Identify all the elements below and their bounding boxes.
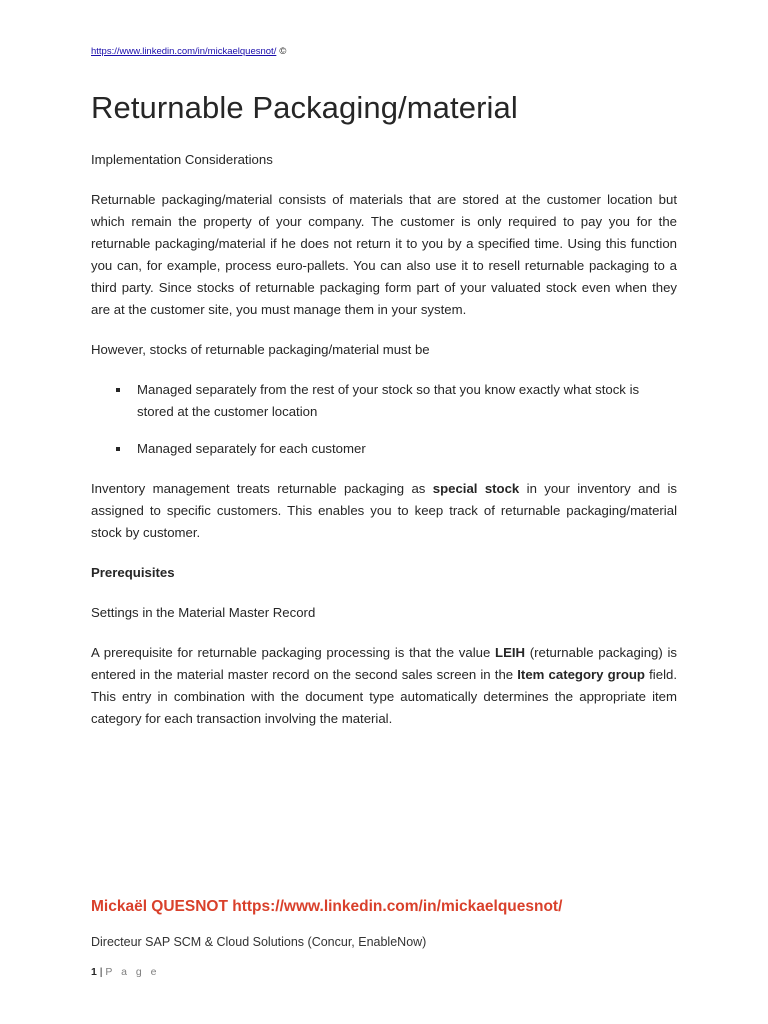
linkedin-link[interactable]: https://www.linkedin.com/in/mickaelquesnot/ xyxy=(91,46,277,57)
bullet-list xyxy=(91,379,677,460)
text-run: Inventory management treats returnable packaging as xyxy=(91,481,433,496)
page-label: P a g e xyxy=(105,966,160,978)
list-item: Managed separately from the rest of your stock so that you know exactly what stock is stored at the customer location xyxy=(137,379,677,423)
page-separator: | xyxy=(99,966,103,978)
paragraph-however: However, stocks of returnable packaging/material must be xyxy=(91,342,430,357)
section-subtitle: Implementation Considerations xyxy=(91,152,273,167)
bold-text-special-stock: special stock xyxy=(432,481,520,496)
paragraph-prerequisite xyxy=(91,642,677,730)
page-number xyxy=(91,966,160,978)
bold-text-leih: LEIH xyxy=(495,645,526,660)
text-run: field. This entry in combination with the document type automatically determines the appropriate item category for each transaction involving the material. xyxy=(91,667,677,726)
footer-role: Directeur SAP SCM & Cloud Solutions (Concur, EnableNow) xyxy=(91,935,427,949)
document-body xyxy=(91,149,677,748)
text-run: in your inventory and is assigned to specific customers. This enables you to keep track of returnable packaging/material stock by customer. xyxy=(91,481,677,540)
page-title: Returnable Packaging/material xyxy=(91,90,518,125)
prerequisites-heading-text: Prerequisites xyxy=(91,565,175,580)
text-run: (returnable packaging) is entered in the material master record on the second sales screen in the xyxy=(91,645,677,682)
bold-text-item-category-group: Item category group xyxy=(517,667,645,682)
list-item: Managed separately for each customer xyxy=(137,438,677,460)
paragraph-inventory xyxy=(91,478,677,544)
text-run: A prerequisite for returnable packaging processing is that the value xyxy=(91,645,496,660)
prerequisites-heading xyxy=(91,562,677,584)
settings-heading: Settings in the Material Master Record xyxy=(91,605,316,620)
footer-author: Mickaël QUESNOT https://www.linkedin.com/in/mickaelquesnot/ xyxy=(91,898,563,915)
header-line xyxy=(91,46,286,57)
page-number-value: 1 xyxy=(91,966,97,978)
paragraph-intro: Returnable packaging/material consists of materials that are stored at the customer location but which remain the property of your company. The customer is only required to pay you for the returnable packaging/material if he does not return it to you by a specified time. Using this function you can, for example, process euro-pallets. You can also use it to resell returnable packaging to a third party. Since stocks of returnable packaging form part of your valuated stock even when they are at the customer site, you must manage them in your system. xyxy=(91,192,677,317)
copyright-symbol: © xyxy=(279,46,287,57)
